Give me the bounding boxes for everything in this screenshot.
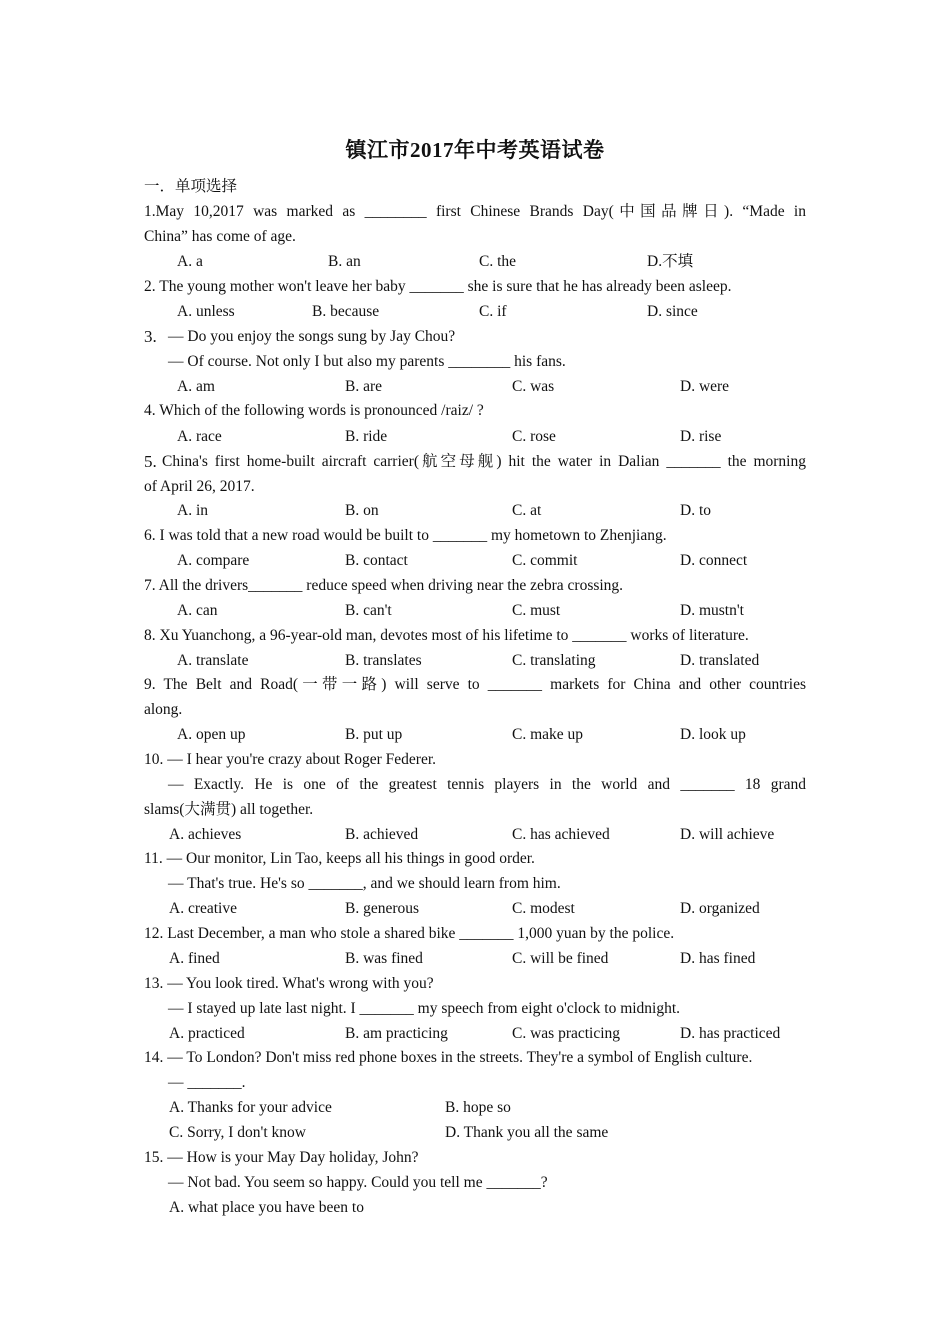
question-10-text-cont2: slams(大满贯) all together. — [144, 801, 314, 818]
option-a: A. Thanks for your advice — [169, 1099, 332, 1116]
question-11-text-cont: — That's true. He's so _______, and we should learn from him. — [168, 875, 561, 892]
option-a: A. unless — [177, 303, 235, 320]
question-9-text-cont: along. — [144, 701, 183, 718]
option-a: A. race — [177, 428, 222, 445]
section-heading: 一．单项选择 — [144, 178, 238, 195]
option-d: D. has practiced — [680, 1025, 781, 1042]
option-c: C. has achieved — [512, 826, 610, 843]
option-c: C. must — [512, 602, 561, 619]
question-3-text-cont: — Of course. Not only I but also my parents ________ his fans. — [168, 353, 566, 370]
option-d: D. has fined — [680, 950, 756, 967]
option-c: C. if — [479, 303, 507, 320]
option-b: B. an — [328, 253, 361, 270]
option-c: C. the — [479, 253, 517, 270]
option-a: A. compare — [177, 552, 250, 569]
option-b: B. because — [312, 303, 380, 320]
option-a: A. open up — [177, 726, 246, 743]
question-5-number: 5. — [144, 452, 157, 471]
option-d: D. connect — [680, 552, 748, 569]
option-b: B. contact — [345, 552, 408, 569]
question-5-text: China's first home-built aircraft carrier(航空母舰) hit the water in Dalian _______ the morning — [162, 453, 806, 470]
question-15-text-cont: — Not bad. You seem so happy. Could you tell me _______? — [168, 1174, 548, 1191]
option-c: C. commit — [512, 552, 578, 569]
option-b: B. ride — [345, 428, 388, 445]
option-a: A. achieves — [169, 826, 242, 843]
question-13-text: 13. — You look tired. What's wrong with you? — [144, 975, 434, 992]
question-14-text-cont: — _______. — [168, 1074, 246, 1091]
option-b: B. am practicing — [345, 1025, 448, 1042]
question-13-text-cont: — I stayed up late last night. I _______ my speech from eight o'clock to midnight. — [168, 1000, 681, 1017]
option-a: A. creative — [169, 900, 237, 917]
option-a: A. in — [177, 502, 208, 519]
question-3-number: 3. — [144, 327, 157, 346]
option-c: C. make up — [512, 726, 584, 743]
option-c: C. modest — [512, 900, 575, 917]
option-b: B. put up — [345, 726, 403, 743]
option-b: B. can't — [345, 602, 392, 619]
option-c: C. at — [512, 502, 542, 519]
option-c: C. Sorry, I don't know — [169, 1124, 306, 1141]
option-b: B. translates — [345, 652, 422, 669]
page-title: 镇江市2017年中考英语试卷 — [345, 138, 605, 162]
question-7-text: 7. All the drivers_______ reduce speed when driving near the zebra crossing. — [144, 577, 624, 594]
question-14-text: 14. — To London? Don't miss red phone boxes in the streets. They're a symbol of English culture. — [144, 1049, 753, 1066]
option-c: C. translating — [512, 652, 596, 669]
option-b: B. on — [345, 502, 379, 519]
option-b: B. generous — [345, 900, 420, 917]
option-a: A. fined — [169, 950, 220, 967]
question-10-text-cont: — Exactly. He is one of the greatest tennis players in the world and _______ 18 grand — [168, 776, 806, 793]
question-2-text: 2. The young mother won't leave her baby _______ she is sure that he has already been asleep. — [144, 278, 732, 295]
question-12-text: 12. Last December, a man who stole a shared bike _______ 1,000 yuan by the police. — [144, 925, 675, 942]
option-a: A. translate — [177, 652, 249, 669]
question-1-text-cont: China” has come of age. — [144, 228, 296, 245]
option-c: C. was — [512, 378, 555, 395]
option-d: D. organized — [680, 900, 760, 917]
option-d: D. rise — [680, 428, 722, 445]
option-a: A. a — [177, 253, 203, 270]
option-c: C. will be fined — [512, 950, 609, 967]
option-d: D. mustn't — [680, 602, 744, 619]
option-d: D. will achieve — [680, 826, 775, 843]
question-6-text: 6. I was told that a new road would be built to _______ my hometown to Zhenjiang. — [144, 527, 667, 544]
option-d: D. to — [680, 502, 711, 519]
question-10-text: 10. — I hear you're crazy about Roger Federer. — [144, 751, 437, 768]
question-8-text: 8. Xu Yuanchong, a 96-year-old man, devotes most of his lifetime to _______ works of literature. — [144, 627, 749, 644]
option-b: B. achieved — [345, 826, 419, 843]
option-d: D.不填 — [647, 253, 694, 270]
question-1-text: 1.May 10,2017 was marked as ________ first Chinese Brands Day(中国品牌日). “Made in — [144, 203, 806, 220]
option-b: B. hope so — [445, 1099, 511, 1116]
option-b: B. was fined — [345, 950, 423, 967]
option-a: A. can — [177, 602, 218, 619]
question-4-text: 4. Which of the following words is pronounced /raiz/ ? — [144, 402, 484, 419]
option-d: D. since — [647, 303, 698, 320]
option-a: A. what place you have been to — [169, 1199, 364, 1216]
option-d: D. look up — [680, 726, 746, 743]
question-15-text: 15. — How is your May Day holiday, John? — [144, 1149, 419, 1166]
option-a: A. practiced — [169, 1025, 245, 1042]
option-c: C. was practicing — [512, 1025, 621, 1042]
question-9-text: 9. The Belt and Road(一带一路) will serve to _______ markets for China and other countries — [144, 676, 806, 693]
option-b: B. are — [345, 378, 383, 395]
option-d: D. were — [680, 378, 730, 395]
question-5-text-cont: of April 26, 2017. — [144, 478, 255, 495]
option-c: C. rose — [512, 428, 556, 445]
question-11-text: 11. — Our monitor, Lin Tao, keeps all his things in good order. — [144, 850, 535, 867]
option-d: D. Thank you all the same — [445, 1124, 609, 1141]
question-3-text: — Do you enjoy the songs sung by Jay Chou? — [168, 328, 456, 345]
option-a: A. am — [177, 378, 215, 395]
option-d: D. translated — [680, 652, 760, 669]
